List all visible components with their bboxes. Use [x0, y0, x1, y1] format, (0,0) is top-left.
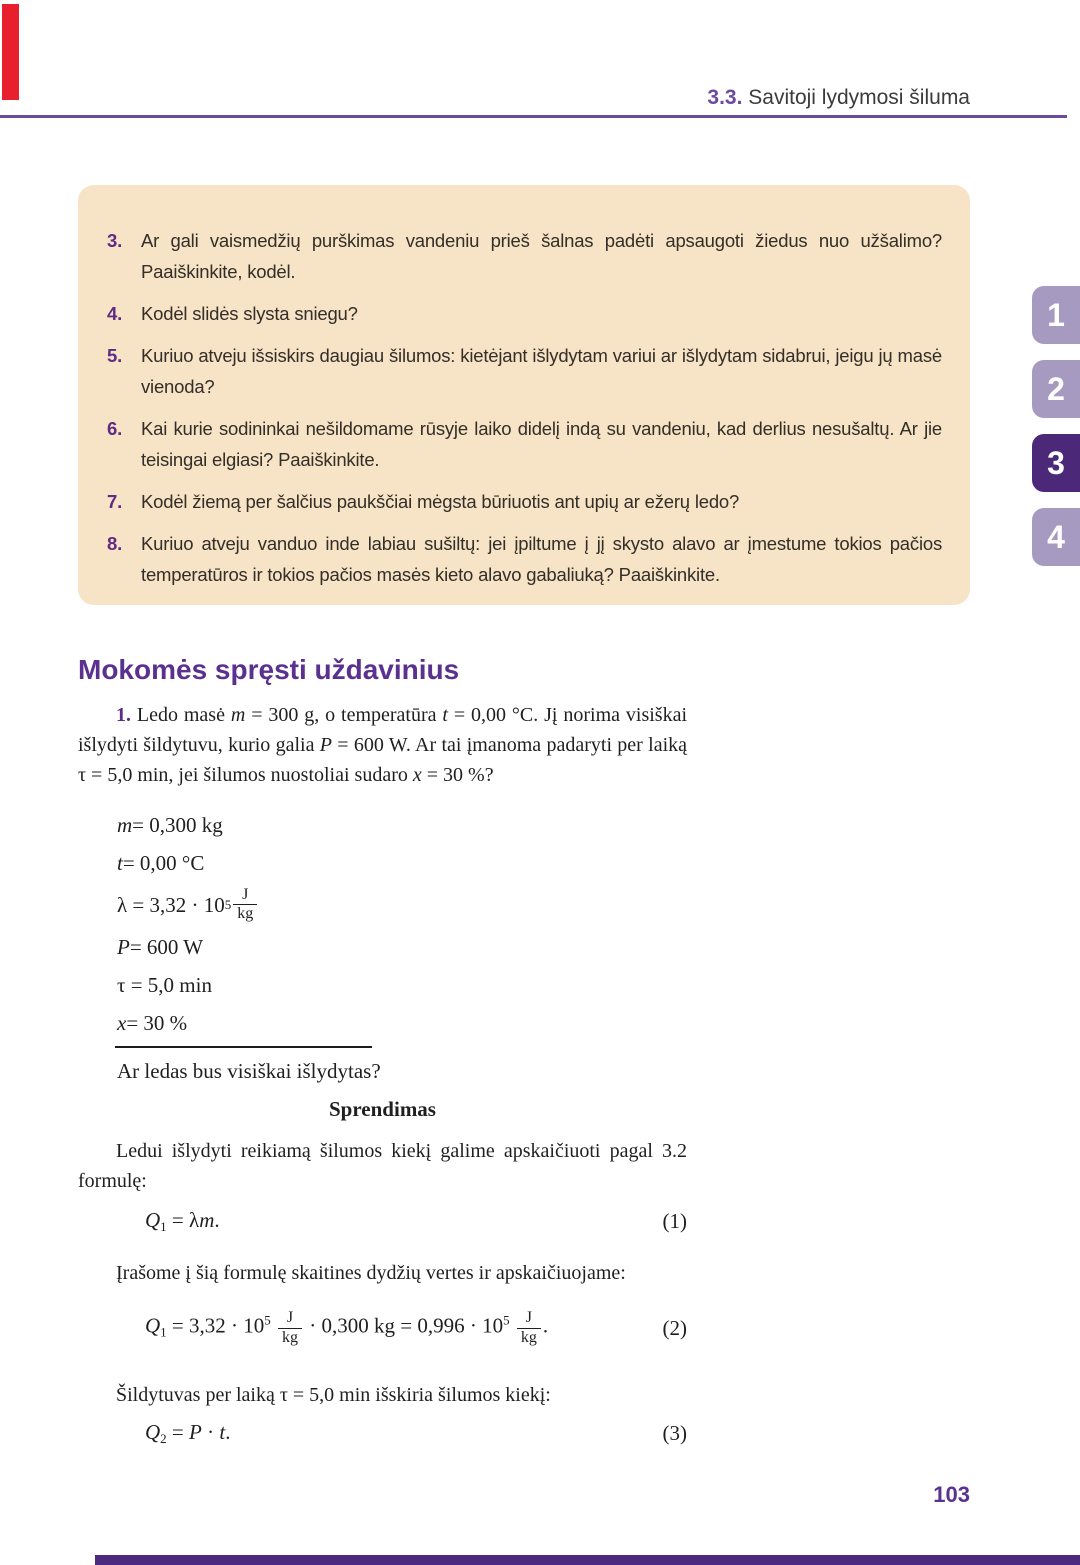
header-section-number: 3.3. — [707, 86, 743, 109]
page-number: 103 — [933, 1482, 970, 1507]
question-number: 5. — [107, 345, 123, 366]
equation-number: (1) — [662, 1209, 687, 1233]
question-text: Kai kurie sodininkai nešildomame rūsyje laiko didelį indą su vandeniu, kad derlius nesušaltų. Ar jie teisingai elgiasi? Paaiškinkite. — [141, 418, 942, 470]
question-number: 8. — [107, 533, 123, 554]
question-item — [107, 486, 942, 517]
question-number: 7. — [107, 491, 123, 512]
header-rule — [0, 115, 1067, 118]
equation-body: $Q1 = 3,32 \cdot 10^5$ $\frac{J}{kg}$ · 0,300 kg = $0,996 \cdot 10^5$ $\frac{J}{kg}$ . — [145, 1309, 549, 1346]
equation-1 — [78, 1208, 687, 1235]
section-tab-3[interactable] — [1032, 434, 1080, 492]
given-separator-line — [115, 1046, 372, 1048]
equation-body: Q1 = λm. — [145, 1208, 220, 1234]
footer-bar — [95, 1555, 1080, 1565]
tab-label: 4 — [1047, 518, 1065, 555]
question-text: Kuriuo atveju vanduo inde labiau sušiltų: jei įpiltume į jį skysto alavo ar įmestume tokios pačios temperatūros ir tokios pačios masės kieto alavo gabaliuką? Paaiškinkite. — [141, 533, 942, 585]
equation-3 — [78, 1420, 687, 1447]
tab-label: 1 — [1047, 296, 1065, 333]
question-text: Kodėl slidės slysta sniegu? — [141, 303, 358, 324]
question-number: 3. — [107, 230, 123, 251]
given-question: Ar ledas bus visiškai išlydytas? — [117, 1058, 381, 1083]
question-item — [107, 298, 942, 329]
solution-heading: Sprendimas — [329, 1097, 436, 1121]
equation-2 — [78, 1300, 687, 1356]
question-item — [107, 413, 942, 475]
given-row: P = 600 W — [117, 934, 204, 959]
solution-paragraph-1: Ledui išlydyti reikiamą šilumos kiekį galime apskaičiuoti pagal 3.2 formulę: — [78, 1140, 687, 1192]
solution-paragraph-2: Įrašome į šią formulę skaitines dydžių vertes ir apskaičiuojame: — [116, 1262, 626, 1284]
question-text: Kodėl žiemą per šalčius paukščiai mėgsta būriuotis ant upių ar ežerų ledo? — [141, 491, 740, 512]
given-row: x = 30 % — [117, 1010, 188, 1035]
question-item — [107, 528, 942, 590]
given-values — [117, 810, 381, 1086]
section-tab-4[interactable] — [1032, 508, 1080, 566]
page-header — [707, 86, 970, 110]
question-item — [107, 225, 942, 287]
section-tab-1[interactable] — [1032, 286, 1080, 344]
question-text: Kuriuo atveju išsiskirs daugiau šilumos: kietėjant išlydytam variui ar išlydytam sidabrui, jeigu jų masė vienoda? — [141, 345, 942, 397]
problem-statement: 1. Ledo masė m = 300 g, o temperatūra t = 0,00 °C. Jį norima visiškai išlydyti šildytuvu, kurio galia P = 600 W. Ar tai įmanoma padaryti per laiką τ = 5,0 min, jei šilumos nuostoliai sudaro x = 30 %? — [78, 704, 688, 786]
given-row: τ = 5,0 min — [117, 972, 212, 997]
question-item — [107, 340, 942, 402]
equation-body: Q2 = P · t. — [145, 1420, 231, 1446]
header-section-title: Savitoji lydymosi šiluma — [742, 86, 970, 109]
question-number: 4. — [107, 303, 123, 324]
equation-number: (3) — [662, 1421, 687, 1445]
red-ribbon-marker — [2, 4, 19, 100]
questions-box — [78, 185, 970, 605]
main-heading: Mokomės spręsti uždavinius — [78, 654, 460, 685]
section-tab-2[interactable] — [1032, 360, 1080, 418]
given-row: m = 0,300 kg — [117, 813, 223, 837]
tab-label: 3 — [1047, 444, 1065, 481]
solution-paragraph-3: Šildytuvas per laiką τ = 5,0 min išskiria šilumos kiekį: — [116, 1384, 551, 1406]
given-row: t = 0,00 °C — [117, 851, 205, 875]
equation-number: (2) — [662, 1315, 687, 1340]
given-row: λ = 3,32 · 10 5 $\frac{J}{kg}$ — [117, 886, 381, 924]
question-text: Ar gali vaismedžių purškimas vandeniu prieš šalnas padėti apsaugoti žiedus nuo užšalimo? Paaiškinkite, kodėl. — [141, 230, 942, 282]
tab-label: 2 — [1047, 370, 1065, 407]
question-number: 6. — [107, 418, 123, 439]
